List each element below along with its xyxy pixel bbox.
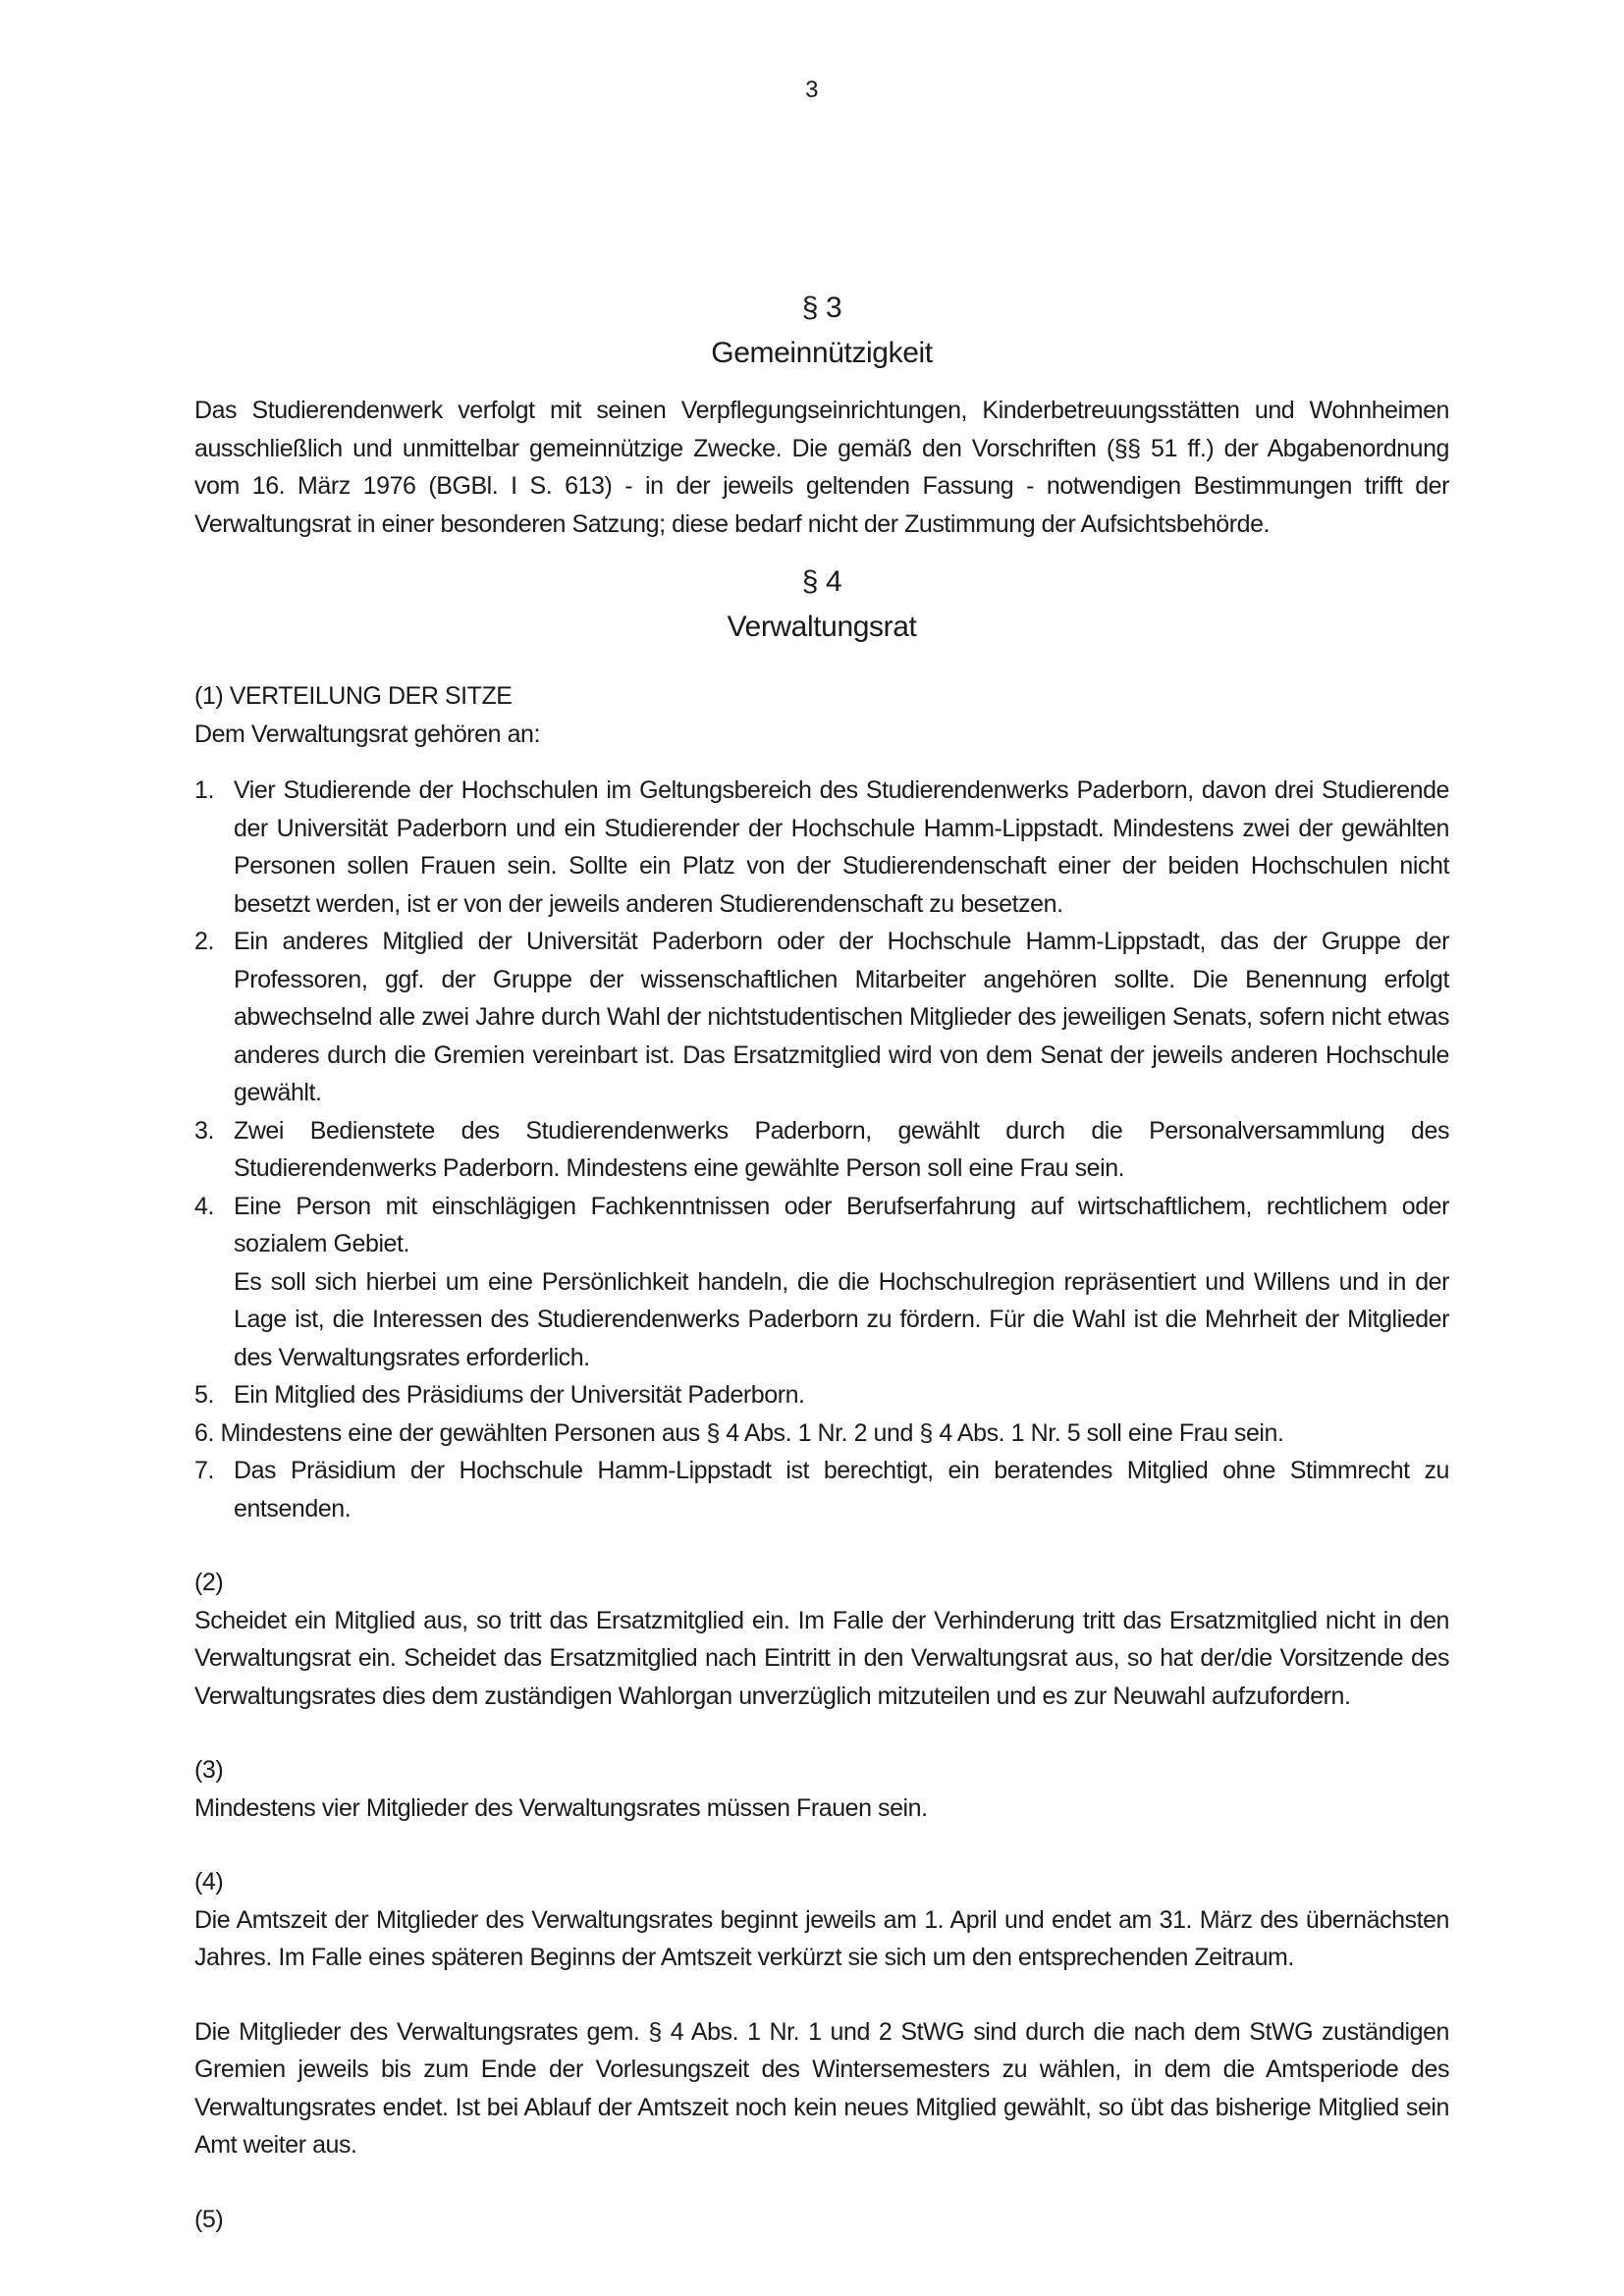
list-item <box>194 1188 1449 1377</box>
list-item-text: Mindestens eine der gewählten Personen aus § 4 Abs. 1 Nr. 2 und § 4 Abs. 1 Nr. 5 soll eine Frau sein. <box>220 1418 1284 1447</box>
subsection-1 <box>194 677 1449 1527</box>
subsection-4 <box>194 1863 1449 2164</box>
document-body <box>194 286 1449 2238</box>
list-item-number: 3. <box>194 1116 214 1145</box>
list-item-text: Ein Mitglied des Präsidiums der Universität Paderborn. <box>234 1381 805 1409</box>
section-4-number: § 4 <box>801 565 842 598</box>
list-item-number: 1. <box>194 776 214 804</box>
subsection-2-text: Scheidet ein Mitglied aus, so tritt das Ersatzmitglied ein. Im Falle der Verhinderung tritt das Ersatzmitglied nicht in den Verwaltungsrat ein. Scheidet das Ersatzmitglied nach Eintritt in den Verwaltungsrat aus, so hat der/die Vorsitzende des Verwaltungsrates dies dem zuständigen Wahlorgan unverzüglich mitzuteilen und es zur Neuwahl aufzufordern. <box>194 1606 1449 1710</box>
subsection-1-label: (1) VERTEILUNG DER SITZE <box>194 682 513 710</box>
subsection-3-text: Mindestens vier Mitglieder des Verwaltungsrates müssen Frauen sein. <box>194 1793 928 1822</box>
list-item-number: 5. <box>194 1381 214 1409</box>
list-item-number: 6. <box>194 1418 214 1447</box>
list-item-text: Vier Studierende der Hochschulen im Geltungsbereich des Studierendenwerks Paderborn, davon drei Studierende der Universität Paderborn und ein Studierender der Hochschule Hamm-Lippstadt. Mindestens zwei der gewählten Personen sollen Frauen sein. Sollte ein Platz von der Studierendenschaft einer der beiden Hochschulen nicht besetzt werden, ist er von der jeweils anderen Studierendenschaft zu besetzen. <box>234 776 1449 918</box>
subsection-5 <box>194 2201 1449 2239</box>
subsection-3-label: (3) <box>194 1756 224 1784</box>
list-item-text: Eine Person mit einschlägigen Fachkenntnissen oder Berufserfahrung auf wirtschaftlichem, rechtlichem oder sozialem Gebiet. <box>234 1192 1449 1257</box>
subsection-4-text: Die Amtszeit der Mitglieder des Verwaltungsrates beginnt jeweils am 1. April und endet am 31. März des übernächsten Jahres. Im Falle eines späteren Beginns der Amtszeit verkürzt sie sich um den entsprechenden Zeitraum. <box>194 1905 1449 1971</box>
list-item <box>194 1112 1449 1188</box>
list-item <box>194 1376 1449 1415</box>
subsection-2-label: (2) <box>194 1569 224 1596</box>
list-item <box>194 923 1449 1112</box>
list-item-text: Das Präsidium der Hochschule Hamm-Lippstadt ist berechtigt, ein beratendes Mitglied ohne Stimmrecht zu entsenden. <box>234 1457 1449 1522</box>
subsection-4-label: (4) <box>194 1868 224 1896</box>
section-3-title: Gemeinnützigkeit <box>711 337 933 369</box>
list-item-number: 7. <box>194 1457 214 1484</box>
subsection-1-intro: Dem Verwaltungsrat gehören an: <box>194 720 540 748</box>
list-item-text-continued: Es soll sich hierbei um eine Persönlichkeit handeln, die die Hochschulregion repräsentiert und Willens und in der Lage ist, die Interessen des Studierendenwerks Paderborn zu fördern. Für die Wahl ist die Mehrheit der Mitglieder des Verwaltungsrates erforderlich. <box>234 1267 1449 1371</box>
member-list <box>194 772 1449 1527</box>
list-item-number: 4. <box>194 1192 214 1220</box>
section-4-title: Verwaltungsrat <box>727 611 917 643</box>
section-3-number: § 3 <box>801 292 842 324</box>
list-item-text: Zwei Bedienstete des Studierendenwerks Paderborn, gewählt durch die Personalversammlung des Studierendenwerks Paderborn. Mindestens eine gewählte Person soll eine Frau sein. <box>234 1116 1449 1182</box>
page-number: 3 <box>805 77 819 103</box>
section-3-heading <box>194 286 1449 376</box>
list-item-number: 2. <box>194 928 214 955</box>
list-item <box>194 1452 1449 1527</box>
subsection-3 <box>194 1751 1449 1827</box>
list-item <box>194 772 1449 923</box>
list-item-text: Ein anderes Mitglied der Universität Paderborn oder der Hochschule Hamm-Lippstadt, das der Gruppe der Professoren, ggf. der Gruppe der wissenschaftlichen Mitarbeiter angehören sollte. Die Benennung erfolgt abwechselnd alle zwei Jahre durch Wahl der nichtstudentischen Mitglieder des jeweiligen Senats, sofern nicht etwas anderes durch die Gremien vereinbart ist. Das Ersatzmitglied wird von dem Senat der jeweils anderen Hochschule gewählt. <box>234 928 1449 1106</box>
subsection-4-text-continued: Die Mitglieder des Verwaltungsrates gem. § 4 Abs. 1 Nr. 1 und 2 StWG sind durch die nach dem StWG zuständigen Gremien jeweils bis zum Ende der Vorlesungszeit des Wintersemesters zu wählen, in dem die Amtsperiode des Verwaltungsrates endet. Ist bei Ablauf der Amtszeit noch kein neues Mitglied gewählt, so übt das bisherige Mitglied sein Amt weiter aus. <box>194 2017 1449 2159</box>
subsection-5-label: (5) <box>194 2205 224 2233</box>
section-3-paragraph: Das Studierendenwerk verfolgt mit seinen Verpflegungseinrichtungen, Kinderbetreuungsstätten und Wohnheimen ausschließlich und unmittelbar gemeinnützige Zwecke. Die gemäß den Vorschriften (§§ 51 ff.) der Abgabenordnung vom 16. März 1976 (BGBl. I S. 613) - in der jeweils geltenden Fassung - notwendigen Bestimmungen trifft der Verwaltungsrat in einer besonderen Satzung; diese bedarf nicht der Zustimmung der Aufsichtsbehörde. <box>194 397 1449 538</box>
subsection-2 <box>194 1564 1449 1715</box>
section-4-heading <box>194 560 1449 650</box>
list-item <box>194 1415 1449 1453</box>
